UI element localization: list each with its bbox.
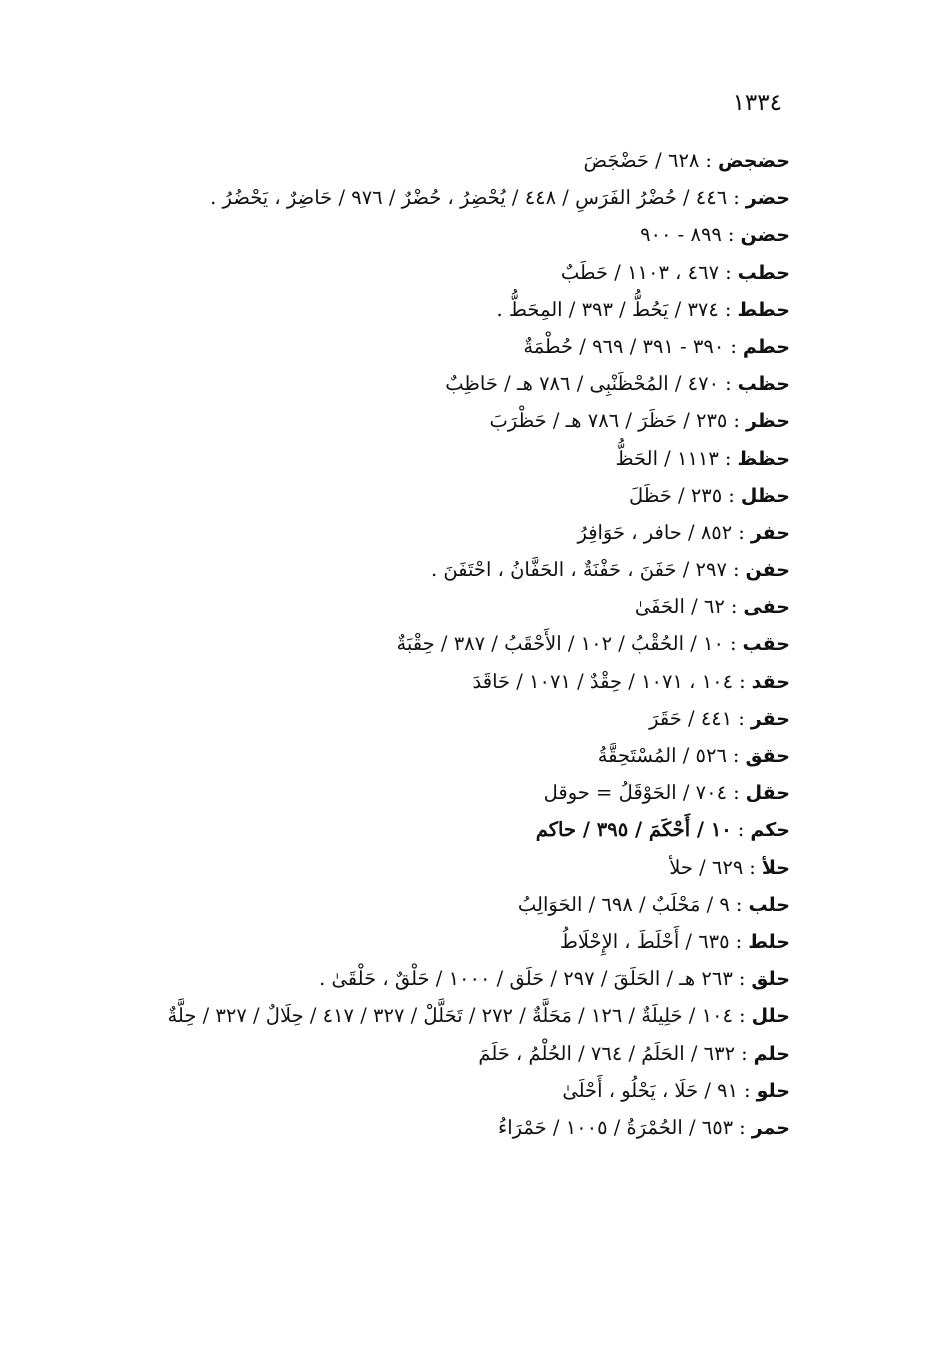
entry-root: حفى [743,596,790,619]
entry-text: ٢٣٥ / حَظَرَ / ٧٨٦ هـ / حَظْرَبَ [489,409,728,433]
index-entry: حطط:٣٧٤ / يَحُطُّ / ٣٩٣ / المِحَطُّ . [496,297,790,321]
index-entry: حقب:١٠ / الحُقْبُ / ١٠٢ / الأَحْقَبُ / ٣٨٧ / حِقْبَةٌ [396,632,790,656]
entry-text: ١٠ / أَحْكَمَ / ٣٩٥ / حاكم [535,818,732,842]
entry-root: حلط [748,930,790,953]
entry-root: حلل [751,1005,790,1028]
entry-root: حطم [742,335,790,358]
index-entry: حضجض:٦٢٨ / حَضْجَضَ [583,149,790,172]
index-entry: حقد:١٠٤ ، ١٠٧١ / حِقْدٌ / ١٠٧١ / حَاقَدَ [472,669,790,693]
entry-root: حطط [737,298,790,321]
entry-text: ٧٠٤ / الحَوْقَلُ = حوقل [543,781,728,805]
entry-text: ٦٢ / الحَفَىٰ [634,595,725,619]
entry-text: ٣٩٠ - ٣٩١ / ٩٦٩ / حُطْمَةٌ [523,334,725,358]
entry-root: حقق [745,745,790,767]
entry-root: حلو [756,1079,790,1102]
index-entry: حظل:٢٣٥ / حَظَلَ [629,483,790,507]
index-entries [110,148,790,1152]
entry-text: ٦٣٥ / أَحْلَطَ ، الإِحْلَاطُ [559,929,730,953]
entry-root: حظل [740,484,790,507]
entry-text: ٩١ / حَلَا ، يَحْلُو ، أَحْلَىٰ [562,1078,739,1102]
entry-text: ٩ / مَحْلَبٌ / ٦٩٨ / الحَوَالِبُ [517,892,730,916]
index-entry: حطب:٤٦٧ ، ١١٠٣ / حَطَبٌ [560,260,790,284]
entry-root: حقب [742,633,790,656]
entry-root: حقر [750,707,790,730]
entry-text: ٨٩٩ - ٩٠٠ [640,223,722,247]
index-entry: حظر:٢٣٥ / حَظَرَ / ٧٨٦ هـ / حَظْرَبَ [489,409,790,433]
entry-text: ٣٧٤ / يَحُطُّ / ٣٩٣ / المِحَطُّ . [496,297,719,321]
entry-root: حطب [737,261,790,284]
entry-text: ٦٥٣ / الحُمْرَةُ / ١٠٠٥ / حَمْرَاءُ [498,1115,734,1139]
index-entry: حلأ:٦٢٩ / حلأ [669,855,790,879]
index-entry: حفر:٨٥٢ / حافر ، حَوَافِرُ [577,520,790,544]
entry-text: ٦٣٢ / الحَلَمُ / ٧٦٤ / الحُلْمُ ، حَلَمَ [478,1041,736,1065]
entry-text: ٤٤٦ / حُضْرُ الفَرَسِ / ٤٤٨ / يُحْضِرُ ، حُضْرٌ / ٩٧٦ / حَاضِرٌ ، يَحْضُرُ . [210,186,728,210]
entry-root: حضر [745,187,790,210]
entry-root: حظب [737,373,790,396]
entry-text: ٥٢٦ / المُسْتَحِقَّةُ [597,744,727,767]
entry-root: حفن [745,559,790,582]
entry-root: حمر [751,1116,790,1139]
index-entry: حظظ:١١١٣ / الحَظُّ [615,446,790,470]
entry-text: ٦٢٨ / حَضْجَضَ [583,149,700,172]
index-entry: حلل:١٠٤ / حَلِيلَةٌ / ١٢٦ / مَحَلَّةٌ / ٢٧٢ / تَحَلَّلْ / ٣٢٧ / ٤١٧ / حِلَالٌ / ٣٢٧ / حِلَّةٌ [167,1004,790,1028]
entry-root: حظر [745,410,790,433]
index-entry: حضر:٤٤٦ / حُضْرُ الفَرَسِ / ٤٤٨ / يُحْضِرُ ، حُضْرٌ / ٩٧٦ / حَاضِرٌ ، يَحْضُرُ . [210,186,790,210]
entry-text: ٤٧٠ / المُحْظَنْبِى / ٧٨٦ هـ / حَاظِبٌ [445,372,720,396]
entry-root: حلأ [761,856,790,879]
entry-text: ٨٥٢ / حافر ، حَوَافِرُ [577,520,733,544]
entry-root: حلق [751,968,790,991]
index-entry: حمر:٦٥٣ / الحُمْرَةُ / ١٠٠٥ / حَمْرَاءُ [498,1115,790,1139]
index-entry: حظب:٤٧٠ / المُحْظَنْبِى / ٧٨٦ هـ / حَاظِبٌ [445,372,790,396]
entry-text: ١٠٤ / حَلِيلَةٌ / ١٢٦ / مَحَلَّةٌ / ٢٧٢ / تَحَلَّلْ / ٣٢٧ / ٤١٧ / حِلَالٌ / ٣٢٧ / حِلَّةٌ [167,1004,733,1028]
index-entry: حلو:٩١ / حَلَا ، يَحْلُو ، أَحْلَىٰ [562,1078,790,1102]
page-number: ١٣٣٤ [732,90,782,116]
entry-text: ٢٦٣ هـ / الحَلَقَ / ٢٩٧ / حَلَق / ١٠٠٠ / حَلْقٌ ، حَلْقَىٰ . [319,967,733,991]
index-entry: حقر:٤٤١ / حَقَرَ [649,706,790,730]
entry-root: حضجض [717,150,790,172]
entry-root: حضن [740,224,790,247]
index-entry: حقل:٧٠٤ / الحَوْقَلُ = حوقل [543,781,790,805]
entry-root: حقد [751,670,790,693]
index-entry: حفن:٢٩٧ / حَفَنَ ، حَفْنَةٌ ، الحَفَّانُ ، احْتَفَنَ . [430,558,790,582]
index-entry: حكم:١٠ / أَحْكَمَ / ٣٩٥ / حاكم [535,818,790,842]
entry-root: حظظ [737,447,790,470]
entry-root: حفر [750,521,790,544]
entry-text: ٢٩٧ / حَفَنَ ، حَفْنَةٌ ، الحَفَّانُ ، احْتَفَنَ . [430,558,727,582]
index-entry: حلب:٩ / مَحْلَبٌ / ٦٩٨ / الحَوَالِبُ [517,892,790,916]
entry-text: ٦٢٩ / حلأ [669,855,744,879]
entry-root: حلب [748,893,790,916]
entry-text: ٤٦٧ ، ١١٠٣ / حَطَبٌ [560,260,720,284]
entry-text: ١٠٤ ، ١٠٧١ / حِقْدٌ / ١٠٧١ / حَاقَدَ [472,669,734,693]
index-entry: حطم:٣٩٠ - ٣٩١ / ٩٦٩ / حُطْمَةٌ [523,334,790,358]
entry-root: حلم [753,1042,790,1065]
index-entry: حضن:٨٩٩ - ٩٠٠ [640,223,790,247]
index-entry: حلق:٢٦٣ هـ / الحَلَقَ / ٢٩٧ / حَلَق / ١٠٠٠ / حَلْقٌ ، حَلْقَىٰ . [319,967,790,991]
entry-root: حكم [750,819,790,842]
entry-text: ٢٣٥ / حَظَلَ [629,483,723,507]
index-entry: حفى:٦٢ / الحَفَىٰ [634,595,790,619]
entry-root: حقل [745,782,790,805]
entry-text: ١٠ / الحُقْبُ / ١٠٢ / الأَحْقَبُ / ٣٨٧ / حِقْبَةٌ [396,632,724,656]
index-entry: حلم:٦٣٢ / الحَلَمُ / ٧٦٤ / الحُلْمُ ، حَلَمَ [478,1041,790,1065]
index-entry: حلط:٦٣٥ / أَحْلَطَ ، الإِحْلَاطُ [559,929,790,953]
index-entry: حقق:٥٢٦ / المُسْتَحِقَّةُ [597,744,790,767]
entry-text: ٤٤١ / حَقَرَ [649,706,733,730]
entry-text: ١١١٣ / الحَظُّ [615,446,719,470]
